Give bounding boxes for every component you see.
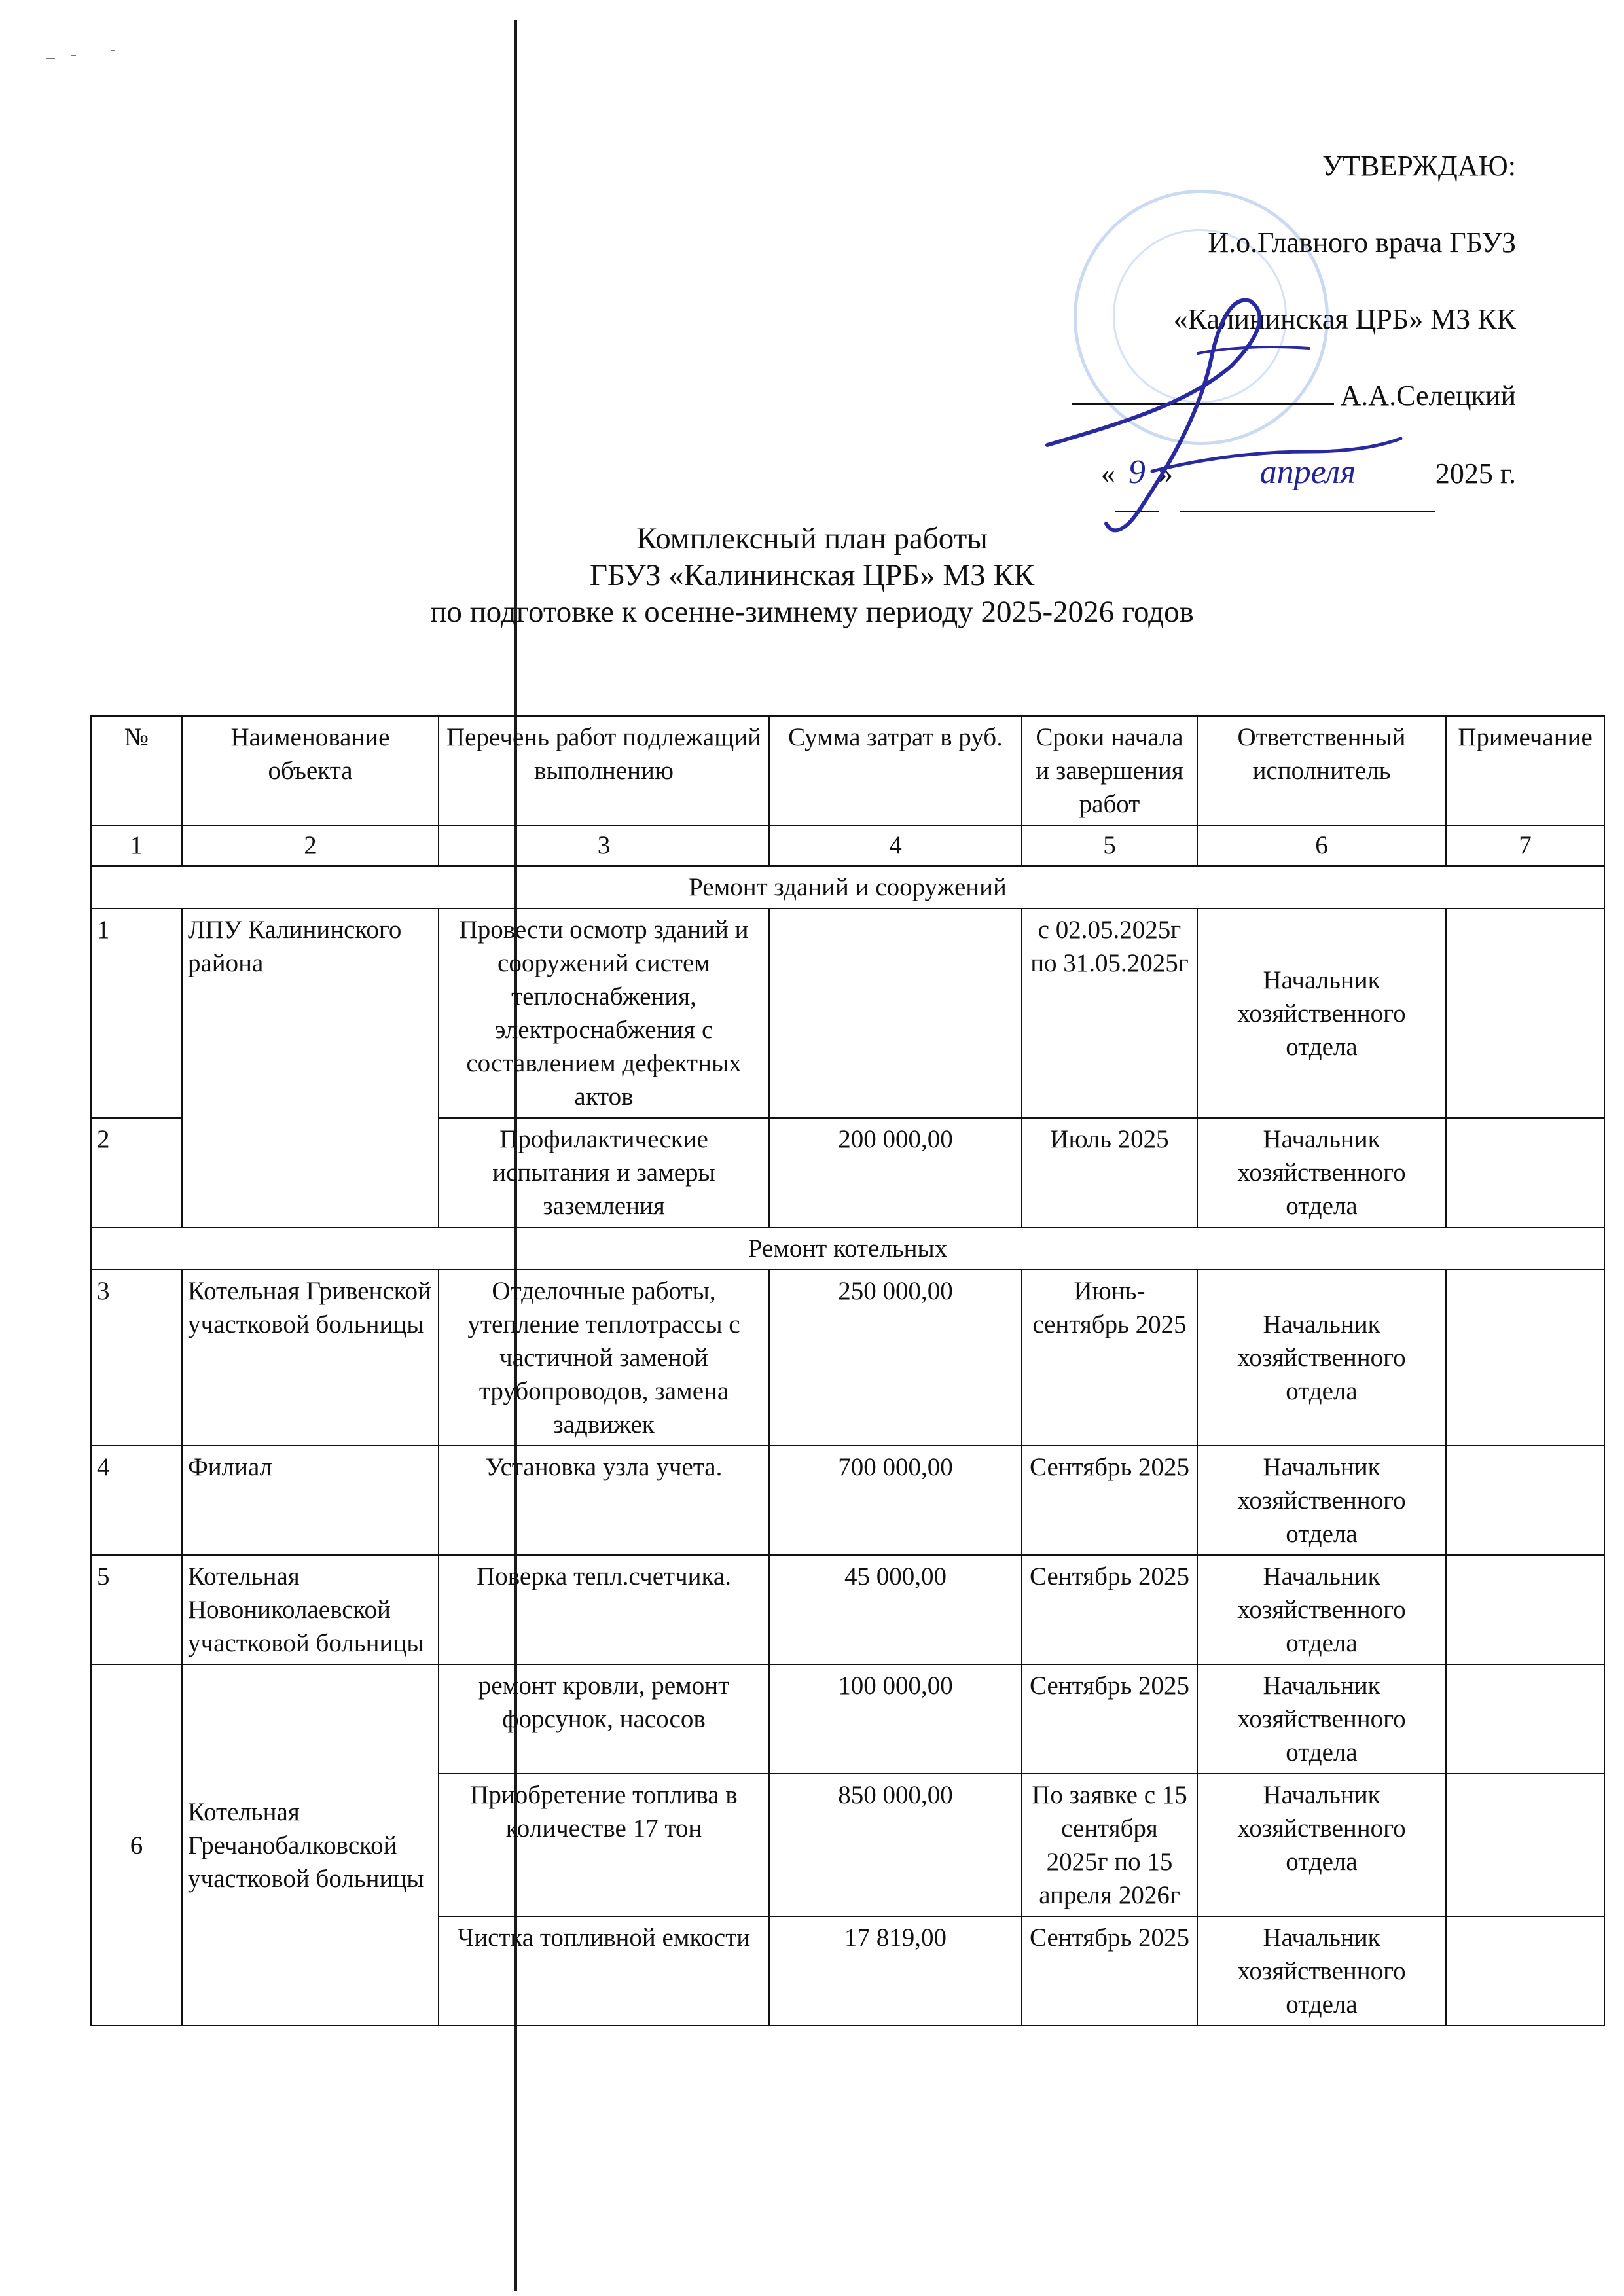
row-responsible: Начальник хозяйственного отдела — [1197, 908, 1446, 1118]
row-note — [1446, 1916, 1604, 2026]
header-dates: Сроки начала и завершения работ — [1022, 716, 1197, 825]
row-dates: Сентябрь 2025 — [1022, 1555, 1197, 1664]
row-works: Поверка тепл.счетчика. — [439, 1555, 769, 1664]
row-works: Отделочные работы, утепление теплотрассы с частичной заменой трубопроводов, замена задвижек — [439, 1270, 769, 1446]
row-sum — [769, 908, 1022, 1118]
row-object: Филиал — [182, 1446, 439, 1555]
scan-speck — [46, 58, 55, 59]
section-row — [91, 1227, 1604, 1270]
header-responsible: Ответственный исполнитель — [1197, 716, 1446, 825]
scan-speck — [111, 50, 115, 51]
title-line-2: ГБУЗ «Калининская ЦРБ» МЗ КК — [589, 558, 1035, 592]
row-works: ремонт кровли, ремонт форсунок, насосов — [439, 1664, 769, 1774]
column-number: 7 — [1446, 825, 1604, 866]
row-works: Приобретение топлива в количестве 17 тон — [439, 1774, 769, 1916]
row-dates: Июнь-сентябрь 2025 — [1022, 1270, 1197, 1446]
column-number: 6 — [1197, 825, 1446, 866]
row-responsible: Начальник хозяйственного отдела — [1197, 1270, 1446, 1446]
title-line-1: Комплексный план работы — [636, 522, 988, 556]
approver-organization: «Калининская ЦРБ» МЗ КК — [1173, 303, 1516, 335]
row-sum: 700 000,00 — [769, 1446, 1022, 1555]
row-num: 6 — [91, 1664, 182, 2026]
section-buildings: Ремонт зданий и сооружений — [91, 866, 1604, 908]
approval-month: апреля — [1180, 434, 1435, 512]
approver-position: И.о.Главного врача ГБУЗ — [1208, 226, 1516, 259]
row-dates: с 02.05.2025г по 31.05.2025г — [1022, 908, 1197, 1118]
header-num: № — [91, 716, 182, 825]
row-responsible: Начальник хозяйственного отдела — [1197, 1774, 1446, 1916]
row-works: Установка узла учета. — [439, 1446, 769, 1555]
row-dates: Сентябрь 2025 — [1022, 1446, 1197, 1555]
header-note: Примечание — [1446, 716, 1604, 825]
row-num: 3 — [91, 1270, 182, 1446]
row-note — [1446, 1774, 1604, 1916]
table-row — [91, 1446, 1604, 1555]
row-sum: 17 819,00 — [769, 1916, 1022, 2026]
work-plan-table — [90, 715, 1605, 2026]
row-responsible: Начальник хозяйственного отдела — [1197, 1446, 1446, 1555]
row-note — [1446, 908, 1604, 1118]
row-dates: Июль 2025 — [1022, 1118, 1197, 1227]
approve-heading: УТВЕРЖДАЮ: — [1322, 150, 1516, 182]
table-row — [91, 1664, 1604, 1774]
row-object: Котельная Гречанобалковской участковой больницы — [182, 1664, 439, 2026]
row-works: Провести осмотр зданий и сооружений систем теплоснабжения, электроснабжения с составлением дефектных актов — [439, 908, 769, 1118]
row-object: Котельная Новониколаевской участковой больницы — [182, 1555, 439, 1664]
row-object: ЛПУ Калининского района — [182, 908, 439, 1227]
row-num: 2 — [91, 1118, 182, 1227]
row-sum: 850 000,00 — [769, 1774, 1022, 1916]
column-number-row — [91, 825, 1604, 866]
row-sum: 45 000,00 — [769, 1555, 1022, 1664]
row-num: 5 — [91, 1555, 182, 1664]
row-sum: 100 000,00 — [769, 1664, 1022, 1774]
header-object: Наименование объекта — [182, 716, 439, 825]
column-number: 3 — [439, 825, 769, 866]
approval-year: 2025 г. — [1435, 457, 1516, 490]
row-note — [1446, 1664, 1604, 1774]
column-number: 5 — [1022, 825, 1197, 866]
approver-name: А.А.Селецкий — [1340, 380, 1516, 412]
row-responsible: Начальник хозяйственного отдела — [1197, 1555, 1446, 1664]
header-works: Перечень работ подлежащий выполнению — [439, 716, 769, 825]
row-sum: 200 000,00 — [769, 1118, 1022, 1227]
approval-day: 9 — [1115, 434, 1159, 512]
row-note — [1446, 1118, 1604, 1227]
header-sum: Сумма затрат в руб. — [769, 716, 1022, 825]
row-responsible: Начальник хозяйственного отдела — [1197, 1916, 1446, 2026]
document-title — [0, 520, 1624, 630]
row-object: Котельная Гривенской участковой больницы — [182, 1270, 439, 1446]
row-note — [1446, 1555, 1604, 1664]
column-number: 4 — [769, 825, 1022, 866]
row-dates: Сентябрь 2025 — [1022, 1916, 1197, 2026]
row-responsible: Начальник хозяйственного отдела — [1197, 1118, 1446, 1227]
handwritten-signature — [1034, 275, 1414, 550]
table-row — [91, 908, 1604, 1118]
table-row — [91, 1270, 1604, 1446]
column-number: 1 — [91, 825, 182, 866]
row-dates: По заявке с 15 сентября 2025г по 15 апреля 2026г — [1022, 1774, 1197, 1916]
table-row — [91, 1555, 1604, 1664]
row-note — [1446, 1446, 1604, 1555]
date-quote-open: « — [1100, 457, 1115, 490]
title-line-3: по подготовке к осенне-зимнему периоду 2025-2026 годов — [430, 595, 1194, 629]
table-header-row — [91, 716, 1604, 825]
scan-speck — [71, 55, 76, 56]
row-responsible: Начальник хозяйственного отдела — [1197, 1664, 1446, 1774]
row-sum: 250 000,00 — [769, 1270, 1022, 1446]
column-number: 2 — [182, 825, 439, 866]
date-quote-close: » — [1158, 457, 1173, 490]
row-note — [1446, 1270, 1604, 1446]
row-works: Профилактические испытания и замеры заземления — [439, 1118, 769, 1227]
row-num: 4 — [91, 1446, 182, 1555]
section-boilers: Ремонт котельных — [91, 1227, 1604, 1270]
row-dates: Сентябрь 2025 — [1022, 1664, 1197, 1774]
row-works: Чистка топливной емкости — [439, 1916, 769, 2026]
section-row — [91, 866, 1604, 908]
row-num: 1 — [91, 908, 182, 1118]
